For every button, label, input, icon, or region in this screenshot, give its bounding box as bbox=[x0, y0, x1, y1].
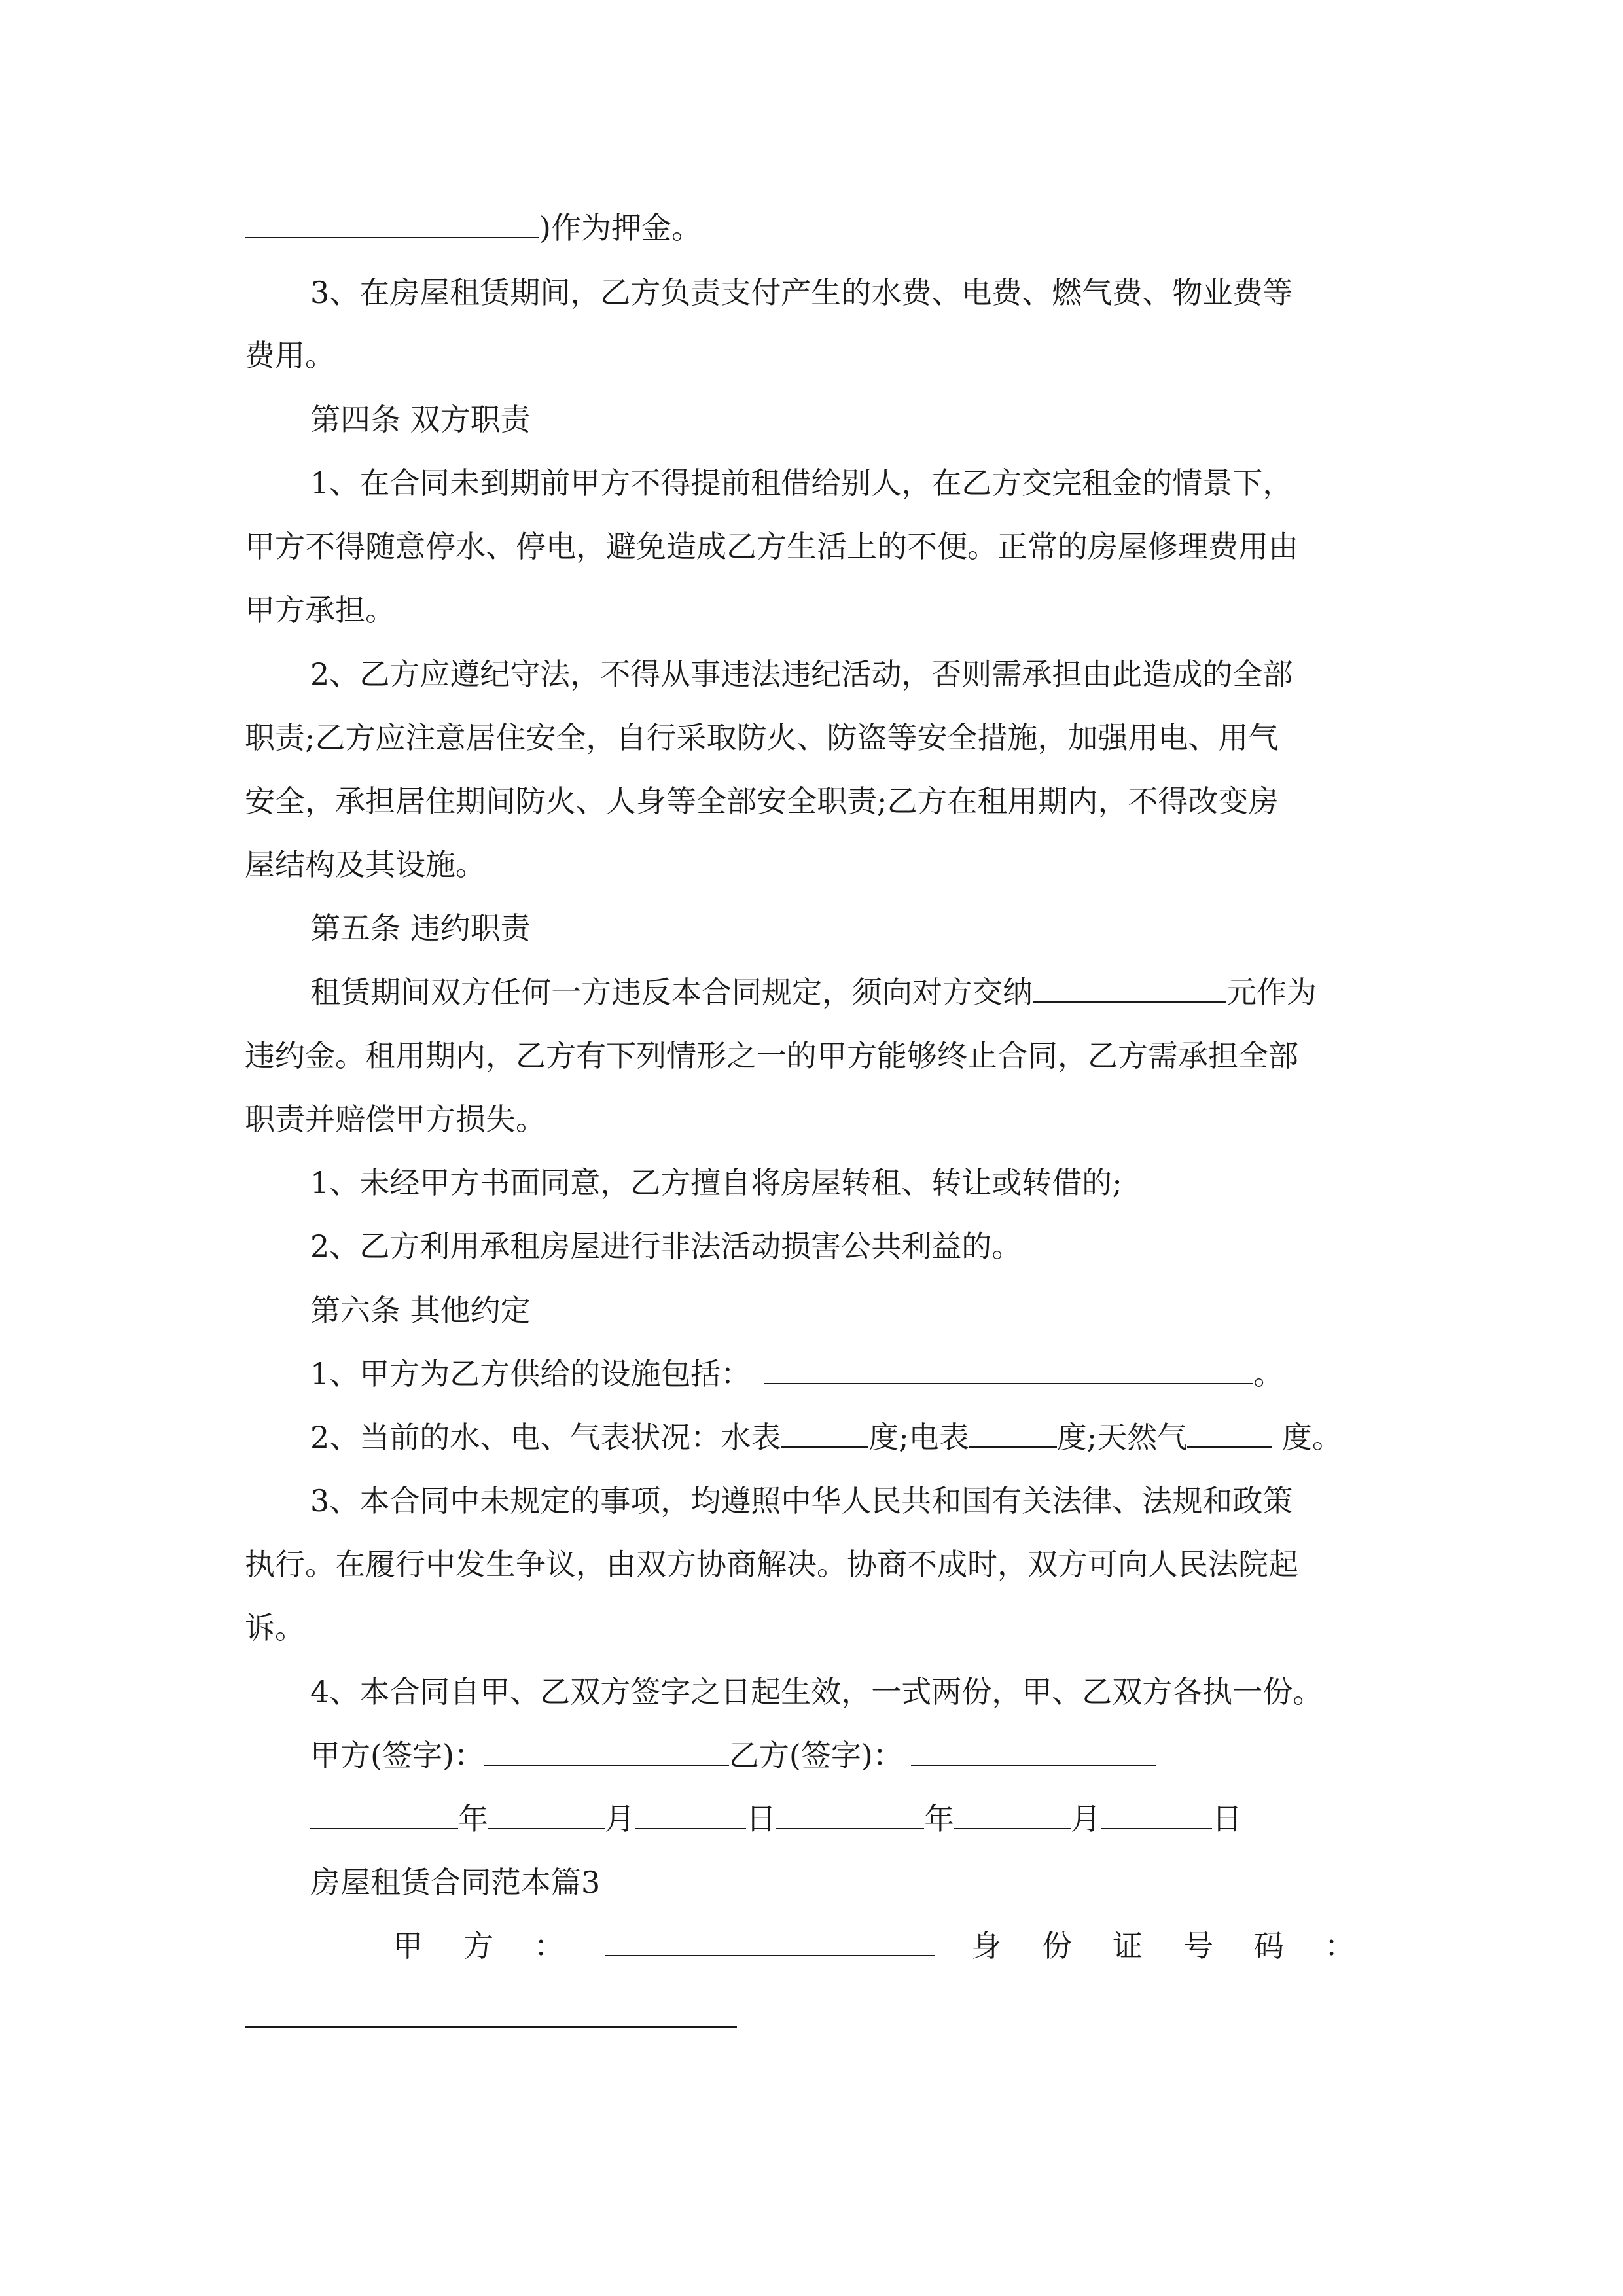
clause-4-1-cont2: 甲方承担。 bbox=[245, 592, 395, 628]
date-line: 年 月 日 年 月 日 bbox=[310, 1799, 1462, 1839]
clause-6-4: 4、本合同自甲、乙双方签字之日起生效，一式两份，甲、乙双方各执一份。 bbox=[310, 1674, 1323, 1710]
penalty-amount-blank[interactable] bbox=[1033, 973, 1226, 1003]
clause-5-intro: 租赁期间双方任何一方违反本合同规定，须向对方交纳 元作为 bbox=[310, 973, 1462, 1012]
clause-4-2-cont2: 安全，承担居住期间防火、人身等全部安全职责;乙方在租用期内，不得改变房 bbox=[245, 783, 1279, 819]
party-b-signature-blank[interactable] bbox=[911, 1736, 1156, 1766]
clause-5-1: 1、未经甲方书面同意，乙方擅自将房屋转租、转让或转借的; bbox=[310, 1165, 1122, 1200]
party-a-label: 甲方： bbox=[393, 1928, 605, 1964]
party-b-month-blank[interactable] bbox=[954, 1799, 1071, 1829]
deposit-line: )作为押金。 bbox=[245, 208, 1397, 247]
signature-line: 甲方(签字)： 乙方(签字)： bbox=[310, 1736, 1462, 1775]
clause-6-3-cont: 执行。在履行中发生争议，由双方协商解决。协商不成时，双方可向人民法院起 bbox=[245, 1547, 1298, 1582]
clause-5-intro-cont: 违约金。租用期内，乙方有下列情形之一的甲方能够终止合同，乙方需承担全部 bbox=[245, 1038, 1298, 1073]
party-a-month-blank[interactable] bbox=[488, 1799, 605, 1829]
section-heading-3: 房屋租赁合同范本篇3 bbox=[310, 1865, 601, 1900]
clause-4-2-cont3: 屋结构及其设施。 bbox=[245, 847, 486, 882]
gas-meter-blank[interactable] bbox=[1187, 1418, 1272, 1448]
party-a-year-blank[interactable] bbox=[310, 1799, 458, 1829]
party-a-signature-blank[interactable] bbox=[484, 1736, 729, 1766]
electric-meter-blank[interactable] bbox=[969, 1418, 1057, 1448]
article-6-title: 第六条 其他约定 bbox=[310, 1293, 531, 1328]
party-a-name-blank[interactable] bbox=[605, 1926, 935, 1956]
clause-4-1-cont: 甲方不得随意停水、停电，避免造成乙方生活上的不便。正常的房屋修理费用由 bbox=[245, 529, 1298, 564]
id-number-blank[interactable] bbox=[245, 2026, 737, 2028]
clause-3-3: 3、在房屋租赁期间，乙方负责支付产生的水费、电费、燃气费、物业费等 bbox=[310, 275, 1293, 310]
clause-4-2: 2、乙方应遵纪守法，不得从事违法违纪活动，否则需承担由此造成的全部 bbox=[310, 656, 1293, 692]
id-number-label: 身份证号码： bbox=[971, 1928, 1395, 1964]
clause-5-2: 2、乙方利用承租房屋进行非法活动损害公共利益的。 bbox=[310, 1229, 1022, 1264]
clause-6-3-cont2: 诉。 bbox=[245, 1610, 305, 1645]
party-a-id-line bbox=[393, 1926, 1544, 1965]
party-b-year-blank[interactable] bbox=[776, 1799, 924, 1829]
party-a-day-blank[interactable] bbox=[635, 1799, 746, 1829]
clause-6-2: 2、当前的水、电、气表状况：水表 度;电表 度;天然气 度。 bbox=[310, 1418, 1462, 1457]
clause-4-1: 1、在合同未到期前甲方不得提前租借给别人，在乙方交完租金的情景下， bbox=[310, 465, 1293, 501]
article-5-title: 第五条 违约职责 bbox=[310, 910, 531, 946]
clause-4-2-cont: 职责;乙方应注意居住安全，自行采取防火、防盗等安全措施，加强用电、用气 bbox=[245, 720, 1279, 755]
party-b-day-blank[interactable] bbox=[1101, 1799, 1212, 1829]
clause-3-3-cont: 费用。 bbox=[245, 338, 335, 373]
article-4-title: 第四条 双方职责 bbox=[310, 402, 531, 437]
facilities-blank[interactable] bbox=[764, 1354, 1253, 1384]
clause-6-3: 3、本合同中未规定的事项，均遵照中华人民共和国有关法律、法规和政策 bbox=[310, 1483, 1293, 1518]
clause-5-intro-cont2: 职责并赔偿甲方损失。 bbox=[245, 1102, 546, 1137]
water-meter-blank[interactable] bbox=[781, 1418, 868, 1448]
deposit-blank[interactable] bbox=[245, 208, 539, 238]
clause-6-1: 1、甲方为乙方供给的设施包括： 。 bbox=[310, 1354, 1462, 1393]
